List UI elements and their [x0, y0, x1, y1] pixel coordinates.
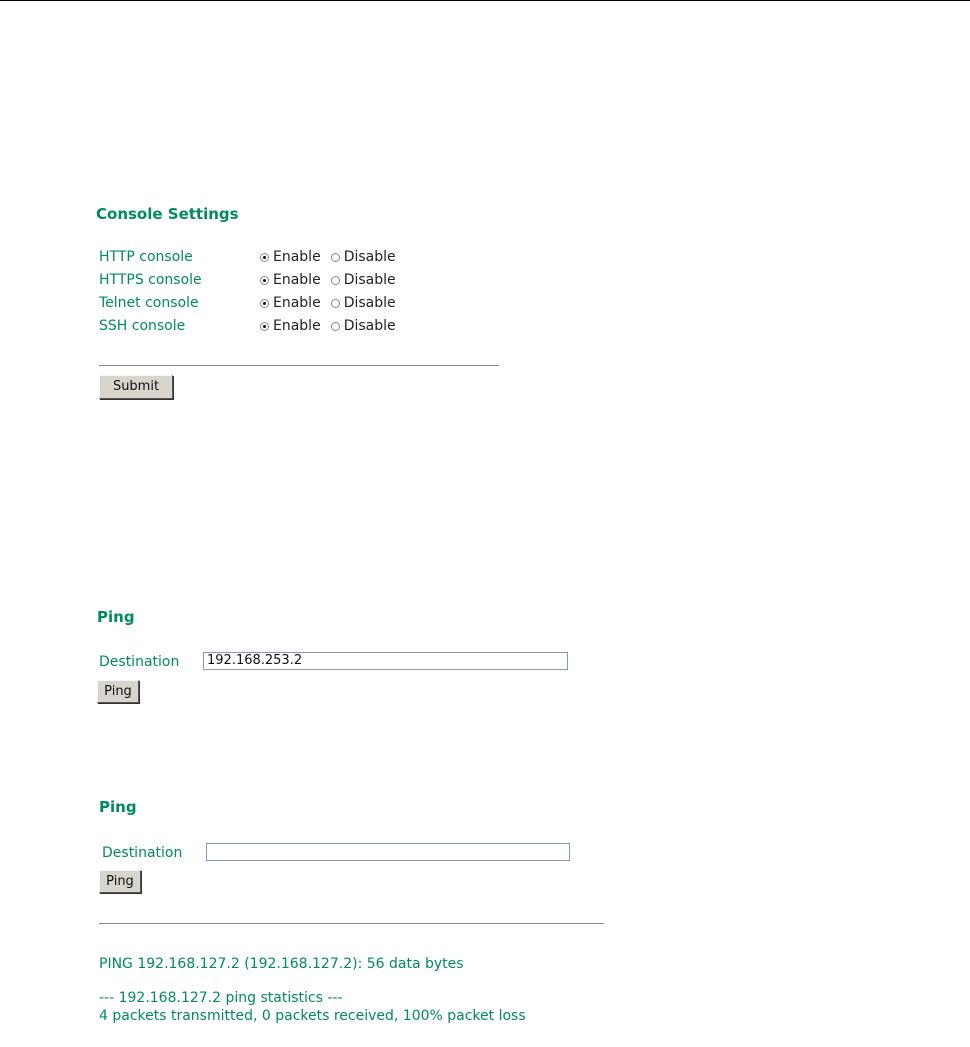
- telnet-disable-radio[interactable]: [331, 299, 340, 308]
- telnet-disable-label[interactable]: Disable: [343, 295, 396, 311]
- https-enable-radio[interactable]: [260, 276, 269, 285]
- https-console-options: [260, 272, 396, 288]
- ssh-disable-radio[interactable]: [331, 322, 340, 331]
- top-border-line: [0, 0, 970, 1]
- http-console-options: [260, 249, 396, 265]
- destination-label-1: Destination: [99, 654, 180, 670]
- https-disable-radio[interactable]: [331, 276, 340, 285]
- https-disable-label[interactable]: Disable: [343, 272, 396, 288]
- ping-output-line-3: 4 packets transmitted, 0 packets received, 100% packet loss: [99, 1008, 526, 1024]
- ping-button-1[interactable]: Ping: [97, 680, 139, 703]
- telnet-console-options: [260, 295, 396, 311]
- console-settings-title: Console Settings: [96, 205, 239, 223]
- http-console-label: HTTP console: [99, 249, 193, 265]
- telnet-enable-label[interactable]: Enable: [273, 295, 321, 311]
- http-enable-radio[interactable]: [260, 253, 269, 262]
- ssh-enable-radio[interactable]: [260, 322, 269, 331]
- submit-button[interactable]: Submit: [99, 375, 173, 399]
- http-disable-label[interactable]: Disable: [343, 249, 396, 265]
- console-settings-divider: [99, 365, 499, 366]
- ping-output-line-2: --- 192.168.127.2 ping statistics ---: [99, 990, 343, 1006]
- https-console-label: HTTPS console: [99, 272, 202, 288]
- ping-output-divider: [99, 923, 604, 924]
- ping-title-1: Ping: [97, 608, 135, 626]
- ssh-enable-label[interactable]: Enable: [273, 318, 321, 334]
- ping-output-line-1: PING 192.168.127.2 (192.168.127.2): 56 data bytes: [99, 956, 464, 972]
- destination-input-2[interactable]: [206, 843, 570, 861]
- ping-title-2: Ping: [99, 798, 137, 816]
- telnet-enable-radio[interactable]: [260, 299, 269, 308]
- ssh-console-options: [260, 318, 396, 334]
- ssh-console-label: SSH console: [99, 318, 186, 334]
- http-enable-label[interactable]: Enable: [273, 249, 321, 265]
- ssh-disable-label[interactable]: Disable: [343, 318, 396, 334]
- telnet-console-label: Telnet console: [99, 295, 199, 311]
- https-enable-label[interactable]: Enable: [273, 272, 321, 288]
- destination-input-1[interactable]: 192.168.253.2: [203, 652, 568, 670]
- http-disable-radio[interactable]: [331, 253, 340, 262]
- destination-label-2: Destination: [102, 845, 183, 861]
- ping-button-2[interactable]: Ping: [99, 870, 141, 893]
